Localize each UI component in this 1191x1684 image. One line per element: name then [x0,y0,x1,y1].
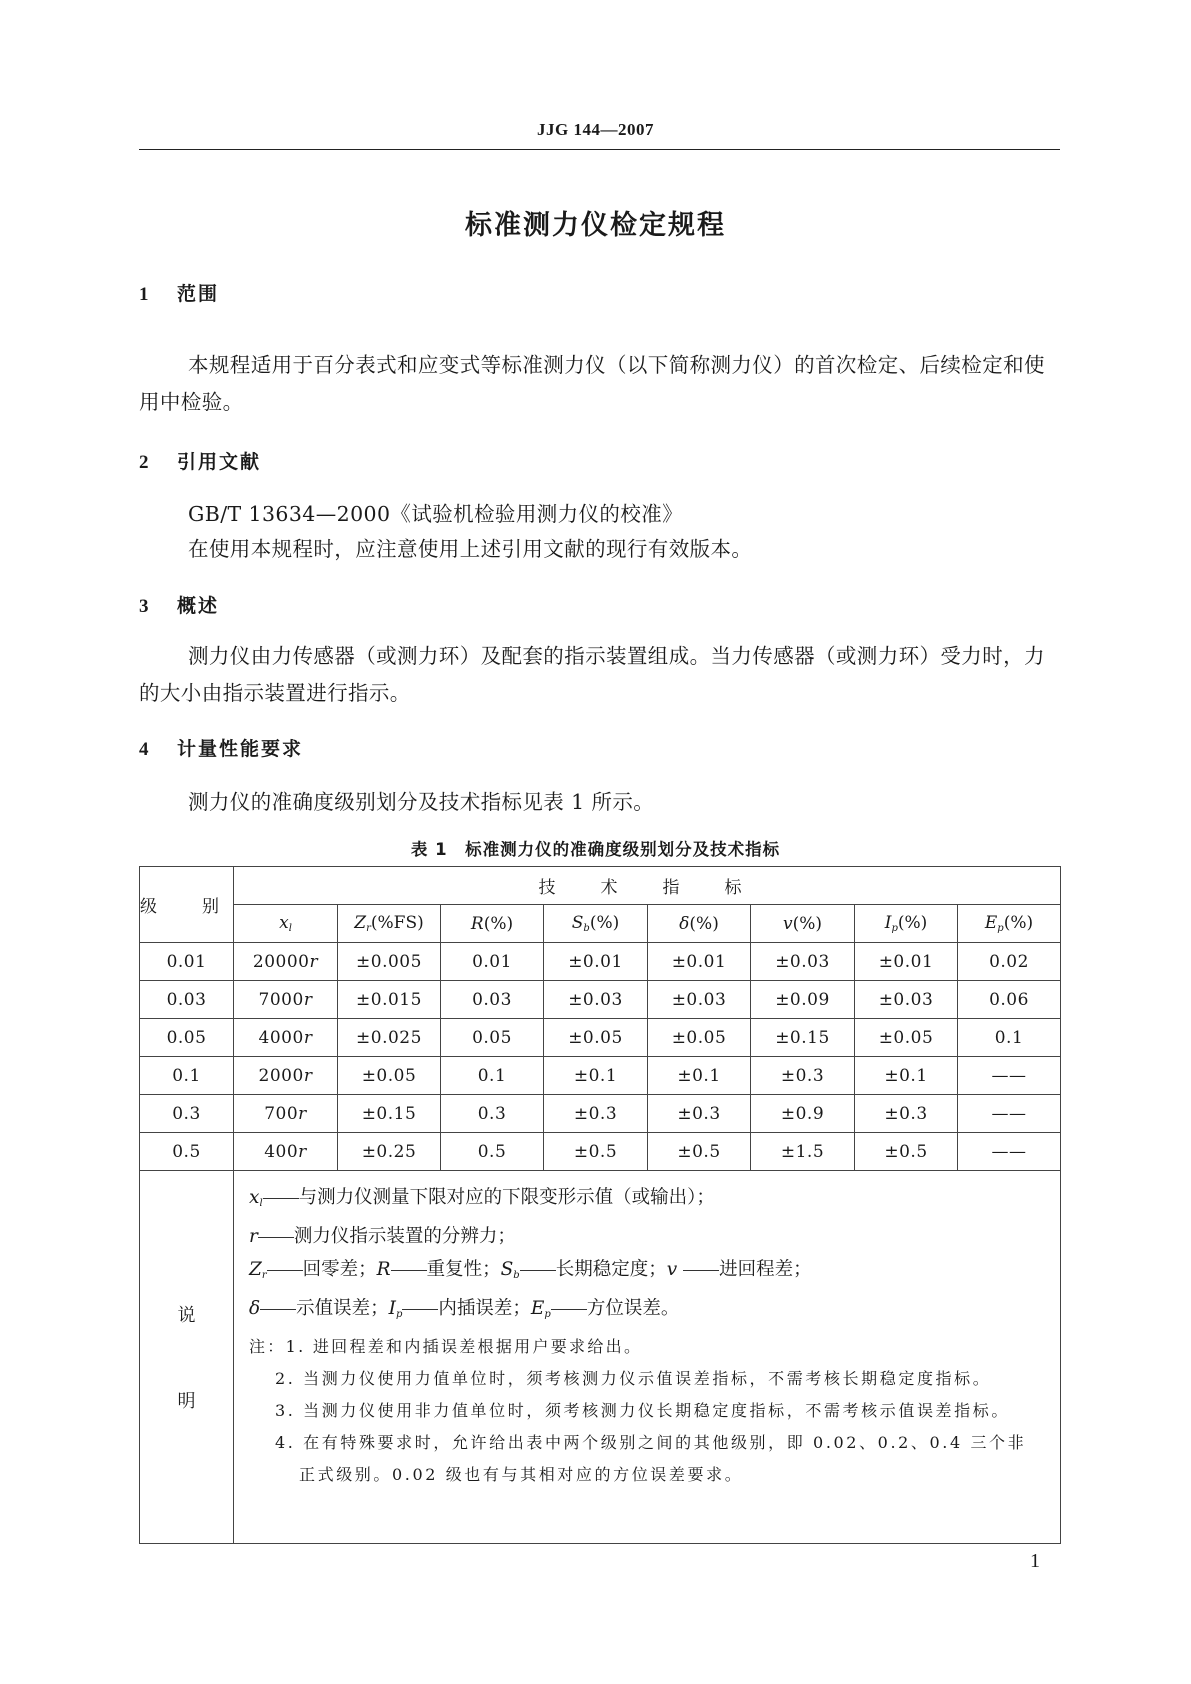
cell-sb: ±0.1 [544,1057,648,1095]
cell-delta: ±0.5 [648,1133,751,1171]
cell-level: 0.3 [140,1095,234,1133]
header-zr: $Z_r(\%FS)$ [338,905,441,943]
header-level: 级 别 [140,867,234,943]
cell-delta: ±0.3 [648,1095,751,1133]
cell-r: 0.05 [441,1019,544,1057]
header-technical-indices: 技 术 指 标 [234,867,1061,905]
scope-paragraph: 本规程适用于百分表式和应变式等标准测力仪（以下简称测力仪）的首次检定、后续检定和使用中检验。 [139,353,1045,414]
cell-r: 0.3 [441,1095,544,1133]
section-title: 计量性能要求 [177,738,304,760]
cell-ip: ±0.5 [855,1133,958,1171]
cell-level: 0.03 [140,981,234,1019]
table-caption: 表 1 标准测力仪的准确度级别划分及技术指标 [410,840,781,859]
section-number: 1 [139,284,151,305]
cell-ip: ±0.01 [855,943,958,981]
notes-row [140,1171,1061,1544]
cell-xl: 700r [234,1095,338,1133]
standard-code: JJG 144—2007 [537,120,654,139]
header-v: v(%) [751,905,855,943]
cell-level: 0.05 [140,1019,234,1057]
cell-sb: ±0.05 [544,1019,648,1057]
accuracy-class-table [139,866,1061,1544]
table-row [140,981,1061,1019]
header-rule [139,149,1060,150]
header-xl: $x_l$ [234,905,338,943]
legend-r: r 测力仪指示装置的分辨力； [249,1226,516,1247]
cell-ep: —— [958,1057,1061,1095]
legend-zr-rr-sb-v: $Z_r$ 回零差；R 重复性；$S_b$ 长期稳定度；v 进回程差； [249,1259,812,1281]
table-header-row [140,867,1061,905]
cell-ip: ±0.05 [855,1019,958,1057]
cell-zr: ±0.015 [338,981,441,1019]
cell-xl: 20000r [234,943,338,981]
cell-r: 0.01 [441,943,544,981]
section-heading-scope [139,279,219,306]
cell-zr: ±0.25 [338,1133,441,1171]
legend-xl: $x_l$ 与测力仪测量下限对应的下限变形示值（或输出）； [249,1187,715,1209]
header-sb: $S_b(\%)$ [544,905,648,943]
table-row [140,1057,1061,1095]
section-heading-references [139,447,261,474]
cell-delta: ±0.01 [648,943,751,981]
cell-ip: ±0.1 [855,1057,958,1095]
cell-delta: ±0.1 [648,1057,751,1095]
cell-v: ±1.5 [751,1133,855,1171]
cell-level: 0.1 [140,1057,234,1095]
table-subheader-row [140,905,1061,943]
section-heading-overview [139,591,219,618]
section-number: 3 [139,596,151,617]
cell-v: ±0.09 [751,981,855,1019]
cell-v: ±0.3 [751,1057,855,1095]
section-heading-metrology [139,734,303,761]
notes-label-top: 说 [177,1305,196,1326]
document-title: 标准测力仪检定规程 [465,210,726,241]
note-4: 4. 在有特殊要求时，允许给出表中两个级别之间的其他级别，即 0.02、0.2、0.4 三个非正式级别。0.02 级也有与其相对应的方位误差要求。 [275,1433,1027,1484]
section-number: 4 [139,739,151,760]
cell-ip: ±0.03 [855,981,958,1019]
cell-sb: ±0.5 [544,1133,648,1171]
cell-r: 0.5 [441,1133,544,1171]
header-ip: $I_p(\%)$ [855,905,958,943]
section-number: 2 [139,452,151,473]
cell-zr: ±0.005 [338,943,441,981]
cell-ep: —— [958,1095,1061,1133]
section-title: 引用文献 [177,451,262,473]
cell-xl: 4000r [234,1019,338,1057]
header-r: R(%) [441,905,544,943]
cell-ep: 0.06 [958,981,1061,1019]
cell-v: ±0.03 [751,943,855,981]
cell-ep: —— [958,1133,1061,1171]
cell-zr: ±0.05 [338,1057,441,1095]
section-title: 概述 [177,595,220,617]
reference-document: GB/T 13634—2000《试验机检验用测力仪的校准》 [188,502,684,526]
cell-sb: ±0.01 [544,943,648,981]
overview-paragraph: 测力仪由力传感器（或测力环）及配套的指示装置组成。当力传感器（或测力环）受力时，力的大小由指示装置进行指示。 [139,644,1045,705]
header-delta: δ(%) [648,905,751,943]
page-number: 1 [1030,1550,1040,1572]
cell-sb: ±0.03 [544,981,648,1019]
notes-label-cell [140,1171,234,1544]
cell-r: 0.1 [441,1057,544,1095]
cell-delta: ±0.05 [648,1019,751,1057]
cell-xl: 400r [234,1133,338,1171]
table-row [140,1019,1061,1057]
cell-v: ±0.15 [751,1019,855,1057]
notes-label-bottom: 明 [177,1391,196,1412]
note-3: 3. 当测力仪使用非力值单位时，须考核测力仪长期稳定度指标，不需考核示值误差指标。 [275,1401,1010,1420]
note-1: 注：1. 进回程差和内插误差根据用户要求给出。 [249,1337,643,1356]
cell-ip: ±0.3 [855,1095,958,1133]
note-2: 2. 当测力仪使用力值单位时，须考核测力仪示值误差指标，不需考核长期稳定度指标。 [275,1369,992,1388]
cell-zr: ±0.025 [338,1019,441,1057]
section-title: 范围 [177,283,220,305]
cell-ep: 0.02 [958,943,1061,981]
cell-xl: 2000r [234,1057,338,1095]
legend-d-ip-ep: δ 示值误差；$I_p$ 内插误差；$E_p$ 方位误差。 [249,1298,680,1320]
cell-zr: ±0.15 [338,1095,441,1133]
table-row [140,1095,1061,1133]
header-ep: $E_p(\%)$ [958,905,1061,943]
cell-level: 0.01 [140,943,234,981]
reference-note: 在使用本规程时，应注意使用上述引用文献的现行有效版本。 [188,537,753,561]
table-row [140,943,1061,981]
metrology-paragraph: 测力仪的准确度级别划分及技术指标见表 1 所示。 [188,790,655,814]
cell-level: 0.5 [140,1133,234,1171]
table-row [140,1133,1061,1171]
cell-sb: ±0.3 [544,1095,648,1133]
cell-r: 0.03 [441,981,544,1019]
cell-xl: 7000r [234,981,338,1019]
cell-delta: ±0.03 [648,981,751,1019]
cell-ep: 0.1 [958,1019,1061,1057]
cell-v: ±0.9 [751,1095,855,1133]
notes-content [234,1171,1061,1544]
